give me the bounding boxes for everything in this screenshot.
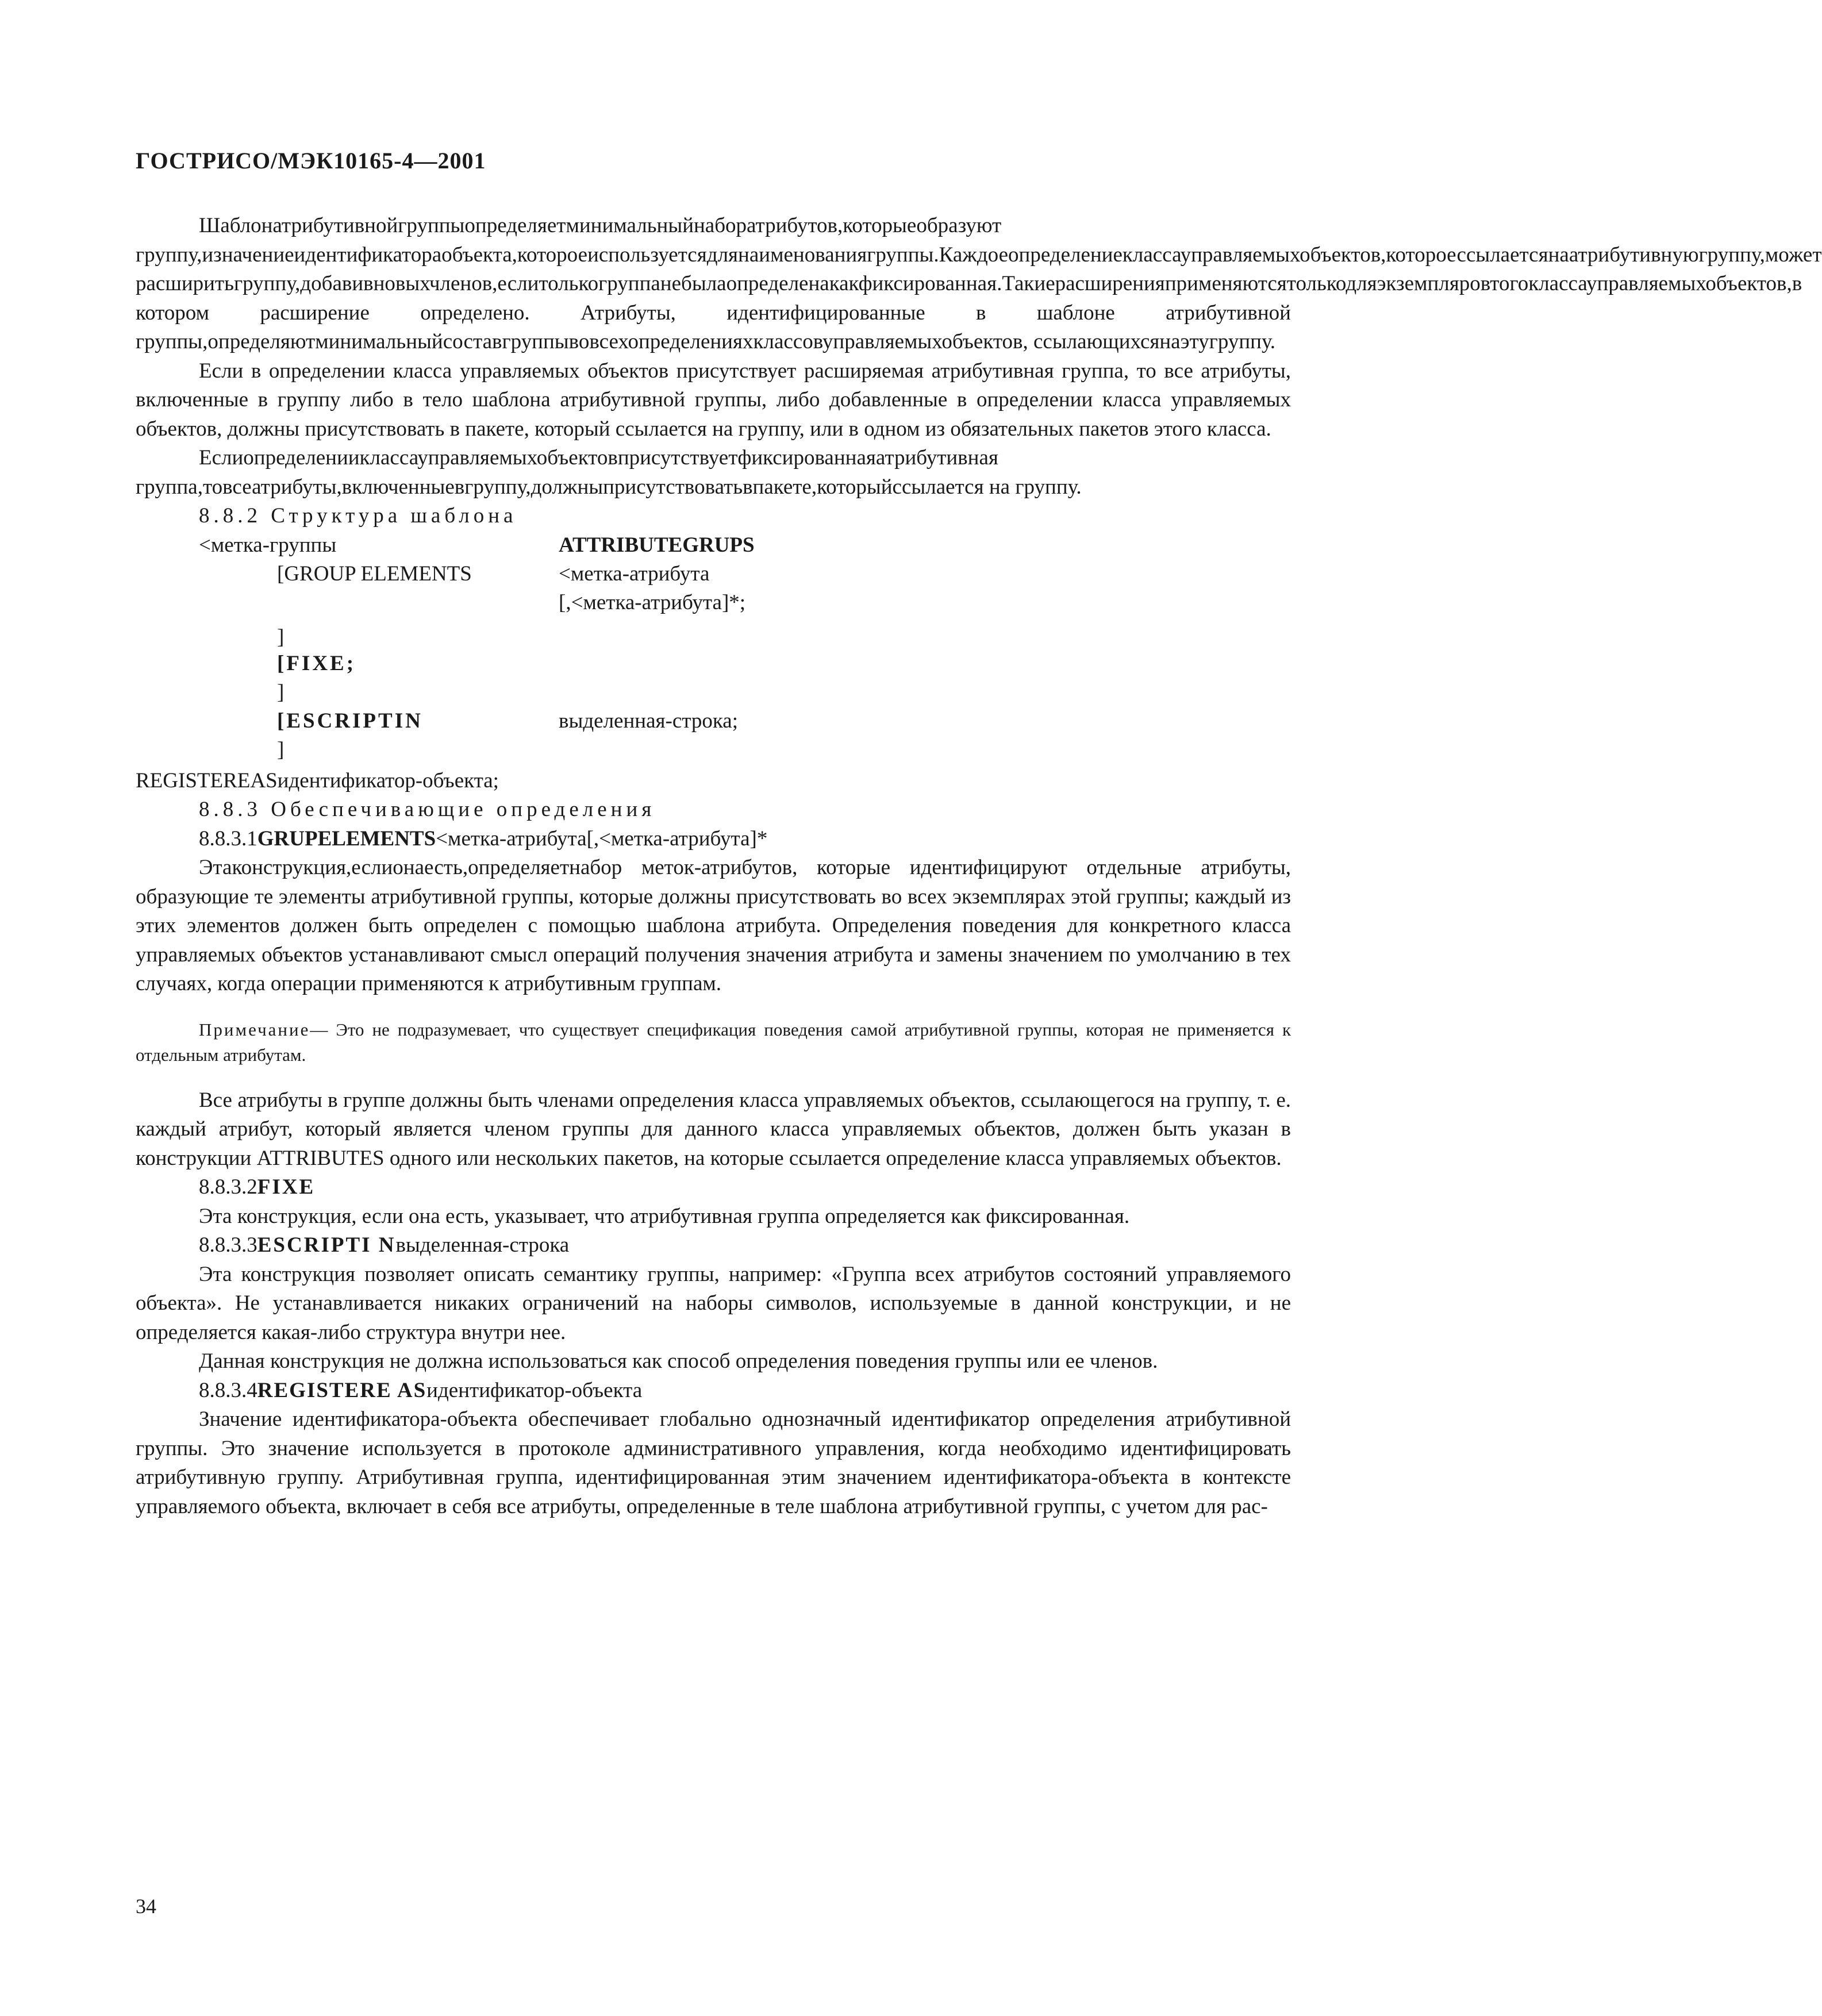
section-heading-8-8-3: 8.8.3 Обеспечивающие определения [199, 798, 656, 821]
section-number: 8.8.3.3 [199, 1233, 257, 1257]
template-attr-label: <метка-атрибута [559, 561, 710, 586]
template-close-bracket-3: ] [277, 737, 285, 761]
paragraph-8-8-3-3-b: Данная конструкция не должна использоваться как способ определения поведения группы или ее членов. [199, 1349, 1158, 1373]
template-close-bracket-1: ] [277, 625, 285, 649]
template-escriptin: [ESCRIPTIN [277, 709, 423, 733]
standard-code-header: ГОСТРИСО/МЭК10165-4—2001 [136, 148, 486, 174]
paragraph-template-overview: Шаблонатрибутивнойгруппыопределяетминимальныйнаборатрибутов,которыеобразуют группу,изначениеидентификатораобъекта,котороеиспользуетсядлянаименованиягруппы.Каждоеопределениеклассауправляемыхобъектов,котороессылаетсянаатрибутивнуюгруппу,может расширитьгруппу,добавивновыхчленов,еслитолькогруппанебылаопределенакакфиксированная.Такиерасширенияприменяютсятолькодляэкземпляровтогоклассауправляемыхобъектов,в котором расширение определено. Атрибуты, идентифицированные в шаблоне атрибутивной группы,определяютминимальныйсоставгруппывовсехопределенияхклассовуправляемыхобъектов, ссылающихсянаэтугруппу. [136, 214, 1822, 353]
section-rest: выделенная-строка [395, 1233, 570, 1257]
page-number: 34 [136, 1895, 156, 1918]
section-heading-8-8-3-2 [136, 1173, 1291, 1202]
section-number: 8.8.3.4 [199, 1378, 257, 1402]
template-close-bracket-2: ] [277, 680, 285, 704]
template-structure [136, 531, 1291, 767]
section-keyword: GRUPELEMENTS [257, 826, 436, 851]
paragraph-8-8-3-3-a: Эта конструкция позволяет описать семантику группы, например: «Группа всех атрибутов состояний управляемого объекта». Не устанавливается никаких ограничений на наборы символов, используемые в данной конструкции, и не определяется какая-либо структура внутри нее. [136, 1262, 1291, 1344]
section-number: 8.8.3.2 [199, 1175, 257, 1199]
template-delimited-string: выделенная-строка; [559, 709, 738, 733]
section-heading-8-8-3-1 [136, 825, 1291, 854]
section-heading-8-8-3-4 [136, 1376, 1291, 1406]
paragraph-8-8-3-1: Этаконструкция,еслионаесть,определяетнабор меток-атрибутов, которые идентифицируют отдельные атрибуты, образующие те элементы атрибутивной группы, которые должны присутствовать во всех экземплярах этой группы; каждый из этих элементов должен быть определен с помощью шаблона атрибута. Определения поведения для конкретного класса управляемых объектов устанавливают смысл операций получения значения атрибута и замены значением по умолчанию в тех случаях, когда операции применяются к атрибутивным группам. [136, 856, 1291, 995]
note-text: — Это не подразумевает, что существует спецификация поведения самой атрибутивной группы, которая не применяется к отдельным атрибутам. [136, 1019, 1291, 1065]
template-attr-label-repeat: [,<метка-атрибута]*; [559, 590, 746, 614]
section-heading-8-8-2: 8.8.2 Структура шаблона [199, 504, 517, 528]
template-group-elements: [GROUP ELEMENTS [277, 561, 472, 586]
template-register-line: REGISTEREASидентификатор-объекта; [136, 768, 499, 792]
section-keyword: FIXE [257, 1175, 316, 1199]
template-label-open: <метка-группы [199, 533, 337, 557]
section-rest: идентификатор-объекта [426, 1378, 643, 1402]
section-keyword: REGISTERE AS [257, 1378, 427, 1402]
section-heading-8-8-3-3 [136, 1231, 1291, 1260]
note-block [136, 1017, 1291, 1068]
document-body [136, 211, 1822, 1521]
paragraph-8-8-3-4: Значение идентификатора-объекта обеспечивает глобально однозначный идентификатор определения атрибутивной группы. Это значение используется в протоколе административного управления, когда необходимо идентифицировать атрибутивную группу. Атрибутивная группа, идентифицированная этим значением идентификатора-объекта в контексте управляемого объекта, включает в себя все атрибуты, определенные в теле шаблона атрибутивной группы, с учетом для рас- [136, 1407, 1291, 1518]
template-keyword: ATTRIBUTEGRUPS [559, 533, 755, 557]
paragraph-fixed-group: Еслиопределенииклассауправляемыхобъектовприсутствуетфиксированнаяатрибутивная группа,товсеатрибуты,включенныевгруппу,должныприсутствоватьвпакете,которыйссылается на группу. [136, 446, 1082, 499]
paragraph-8-8-3-2: Эта конструкция, если она есть, указывает, что атрибутивная группа определяется как фиксированная. [199, 1204, 1130, 1228]
section-rest: <метка-атрибута[,<метка-атрибута]* [436, 826, 768, 851]
paragraph-after-note: Все атрибуты в группе должны быть членами определения класса управляемых объектов, ссылающегося на группу, т. е. каждый атрибут, который является членом группы для данного класса управляемых объектов, должен быть указан в конструкции ATTRIBUTES одного или нескольких пакетов, на которые ссылается определение класса управляемых объектов. [136, 1088, 1291, 1170]
template-fixe: [FIXE; [277, 651, 356, 675]
section-keyword: ESCRIPTI N [257, 1233, 396, 1257]
paragraph-extensible-group: Если в определении класса управляемых объектов присутствует расширяемая атрибутивная группа, то все атрибуты, включенные в группу либо в тело шаблона атрибутивной группы, либо добавленные в определении класса управляемых объектов, должны присутствовать в пакете, который ссылается на группу, или в одном из обязательных пакетов этого класса. [136, 359, 1291, 441]
note-label: Примечание [199, 1019, 310, 1040]
section-number: 8.8.3.1 [199, 826, 257, 851]
